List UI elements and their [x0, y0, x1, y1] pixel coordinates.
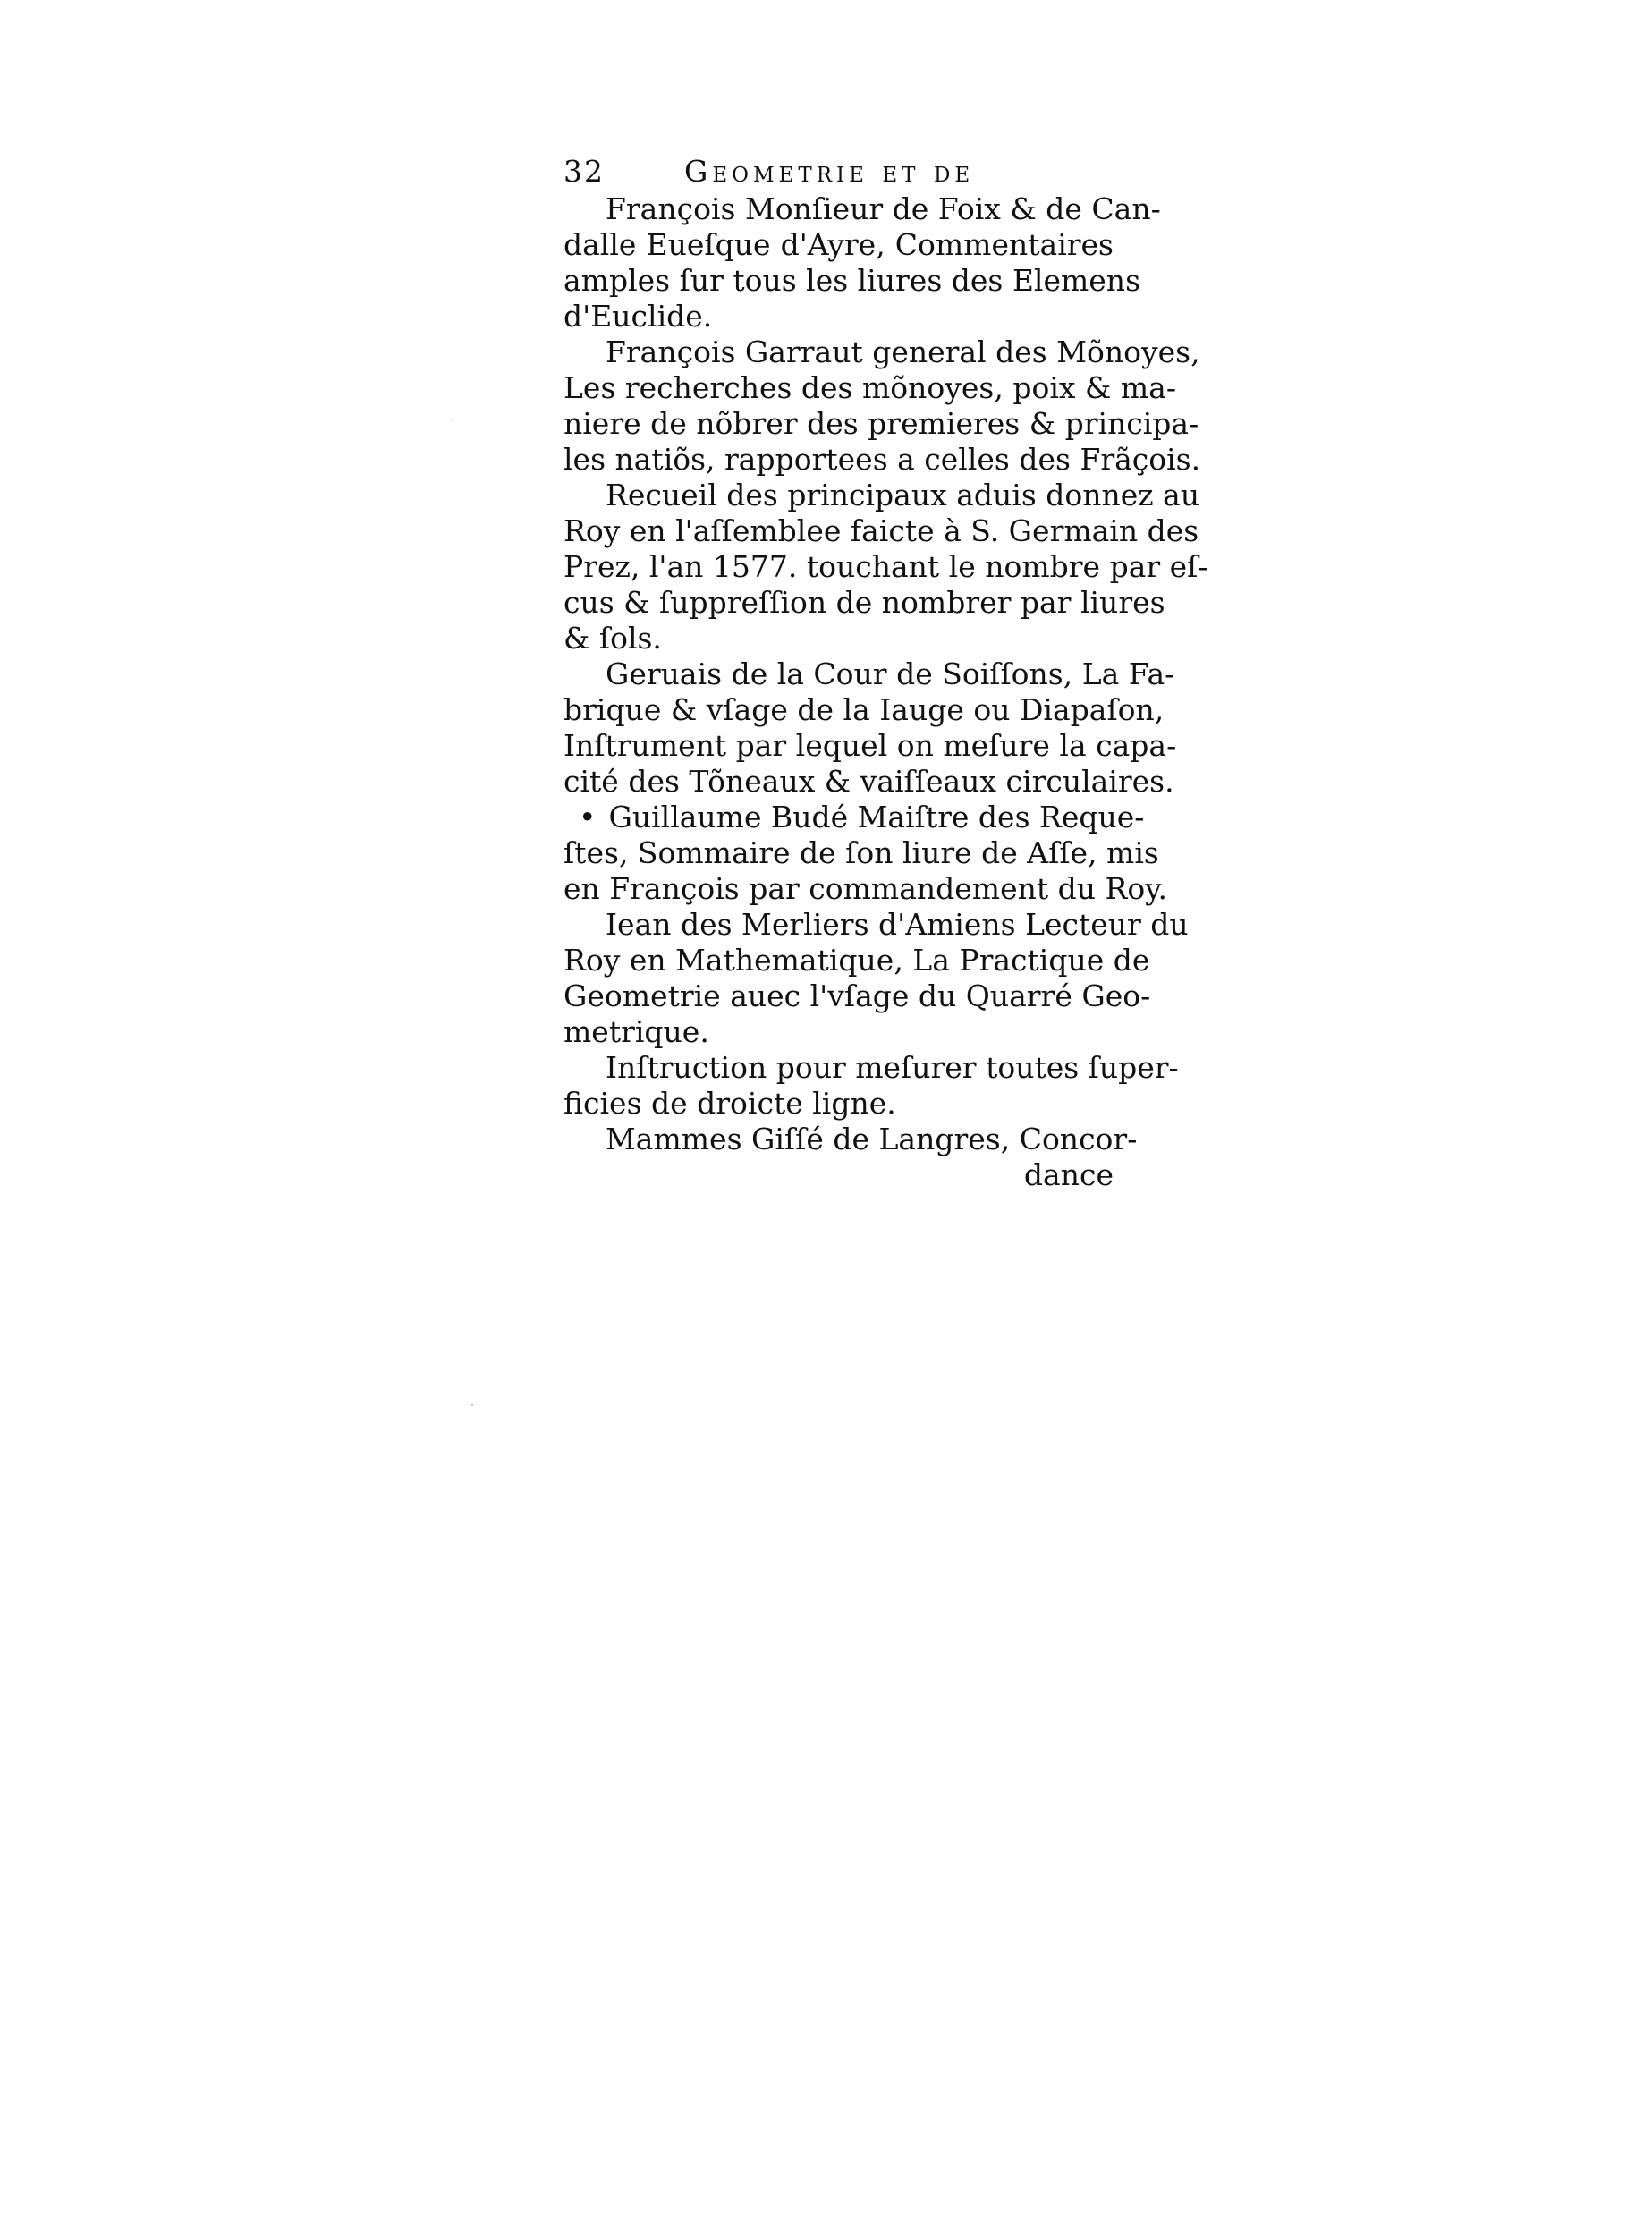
- line-text: Geometrie auec l'vſage du Quarré Geo-: [563, 978, 1151, 1013]
- text-line: [563, 656, 1175, 692]
- text-line: [563, 263, 1140, 299]
- text-line: [563, 943, 1150, 978]
- text-line: [563, 692, 1165, 728]
- running-title: Geometrie et de: [684, 154, 975, 189]
- line-text: metrique.: [563, 1014, 709, 1049]
- text-line: [563, 835, 1159, 871]
- line-text: Roy en Mathematique, La Practique de: [563, 943, 1150, 978]
- line-text: dance: [1023, 1157, 1114, 1192]
- text-line: [563, 406, 1199, 442]
- text-line: [563, 728, 1177, 764]
- line-text: François Garraut general des Mõnoyes,: [606, 335, 1200, 369]
- line-text: ficies de droicte ligne.: [563, 1086, 896, 1121]
- line-text: Geruais de la Cour de Soiſſons, La Fa-: [606, 656, 1175, 691]
- line-text: Recueil des principaux aduis donnez au: [606, 478, 1200, 512]
- text-line: [563, 191, 1161, 227]
- line-text: brique & vſage de la Iauge ou Diapaſon,: [563, 692, 1165, 727]
- line-text: ſtes, Sommaire de ſon liure de Aſſe, mis: [563, 835, 1159, 870]
- line-text: cus & ſuppreſſion de nombrer par liures: [563, 585, 1165, 620]
- text-line: [563, 585, 1165, 621]
- catchword: [563, 1157, 1114, 1193]
- line-text: amples ſur tous les liures des Elemens: [563, 263, 1140, 298]
- line-text: d'Euclide.: [563, 299, 713, 334]
- text-line: [563, 907, 1189, 943]
- text-line: [563, 1122, 1138, 1157]
- line-text: Inſtruction pour meſurer toutes ſuper-: [606, 1050, 1179, 1085]
- line-text: Prez, l'an 1577. touchant le nombre par eſ-: [563, 549, 1208, 584]
- text-line: [563, 1086, 1114, 1122]
- line-text: Guillaume Budé Maiſtre des Reque-: [608, 800, 1145, 834]
- text-line: [563, 1050, 1179, 1086]
- line-text: Les recherches des mõnoyes, poix & ma-: [563, 370, 1176, 405]
- text-line: [563, 335, 1200, 370]
- text-line: [563, 549, 1208, 585]
- text-line: [563, 1014, 1114, 1050]
- line-text: en François par commandement du Roy.: [563, 871, 1167, 906]
- line-text: Inſtrument par lequel on meſure la capa-: [563, 728, 1177, 763]
- text-line: [563, 621, 1114, 656]
- margin-mark: •: [579, 800, 597, 834]
- text-line: [563, 370, 1176, 406]
- line-text: & ſols.: [563, 621, 662, 656]
- line-text: Iean des Merliers d'Amiens Lecteur du: [606, 907, 1189, 942]
- text-line: [563, 871, 1167, 907]
- paper-speck: [452, 419, 453, 420]
- line-text: niere de nõbrer des premieres & principa-: [563, 406, 1199, 441]
- page-number: 32: [563, 154, 605, 189]
- text-line: [563, 299, 1114, 335]
- text-line: [563, 978, 1151, 1014]
- body-text: [563, 191, 1208, 1193]
- line-text: dalle Eueſque d'Ayre, Commentaires: [563, 227, 1114, 262]
- text-line: [563, 764, 1174, 800]
- line-text: les natiõs, rapportees a celles des Frãçois.: [563, 442, 1201, 477]
- text-line: [563, 227, 1114, 263]
- line-text: François Monſieur de Foix & de Can-: [606, 191, 1161, 226]
- text-block: [563, 152, 1208, 1193]
- line-text: Roy en l'aſſemblee faicte à S. Germain des: [563, 513, 1199, 548]
- text-line: [563, 478, 1200, 513]
- line-text: Mammes Giſſé de Langres, Concor-: [606, 1122, 1138, 1156]
- text-line: [563, 442, 1201, 478]
- text-line: [563, 800, 1145, 835]
- paper-speck: [471, 1404, 473, 1406]
- page-header: [563, 152, 1114, 191]
- line-text: cité des Tõneaux & vaiſſeaux circulaires.: [563, 764, 1174, 799]
- text-line: [563, 513, 1199, 549]
